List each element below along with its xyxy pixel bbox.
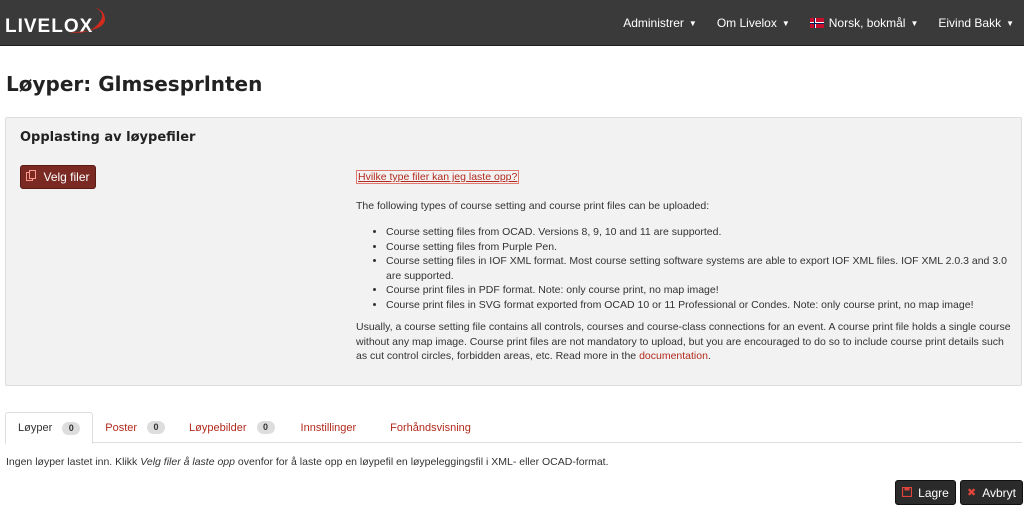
list-item: • Course setting files from Purple Pen. xyxy=(386,240,1016,255)
nav-language[interactable]: Norsk, bokmål ▼ xyxy=(800,0,929,46)
list-item: • Course setting files in IOF XML format. Most course setting software systems are able to export IOF XML files. IOF XML 2.0.3 and 3.0 are supported. xyxy=(386,254,1016,283)
save-icon xyxy=(902,486,912,500)
tab-loypebilder[interactable]: Løypebilder 0 xyxy=(177,412,286,443)
nav-user[interactable]: Eivind Bakk ▼ xyxy=(938,16,1014,30)
tab-poster[interactable]: Poster 0 xyxy=(93,412,177,443)
count-badge: 0 xyxy=(257,421,275,434)
list-item: • Course print files in SVG format exported from OCAD 10 or 11 Professional or Condes. Note: only course print, no map image! xyxy=(386,298,1016,313)
tab-loyper[interactable]: Løyper 0 xyxy=(5,412,93,444)
upload-heading: Opplasting av løypefiler xyxy=(20,130,196,145)
tab-forhandsvisning[interactable]: Forhåndsvisning xyxy=(390,421,471,434)
list-item: • Course print files in PDF format. Note: only course print, no map image! xyxy=(386,283,1016,298)
course-tabs xyxy=(5,412,1022,443)
count-badge: 0 xyxy=(62,422,80,435)
close-icon: ✖ xyxy=(966,487,977,499)
logo-swoosh-icon xyxy=(61,6,113,36)
file-type-help xyxy=(356,170,1016,364)
select-files-button[interactable] xyxy=(20,165,96,189)
caret-down-icon: ▼ xyxy=(688,18,697,28)
page-title: Løyper: Glmsesprlnten xyxy=(6,72,263,96)
caret-down-icon: ▼ xyxy=(910,18,919,28)
nav-menu xyxy=(613,0,1024,46)
livelox-logo[interactable] xyxy=(5,12,115,38)
caret-down-icon: ▼ xyxy=(1006,18,1014,28)
help-outro: Usually, a course setting file contains all controls, courses and course-class connections for an event. A course print file holds a single course without any map image. Course print files are not mandatory to upload, but you are encouraged to do so to include course print details such as cut control circles, forbidden areas, etc. Read more in the documentation. xyxy=(356,321,1011,362)
list-item: • Course setting files from OCAD. Versions 8, 9, 10 and 11 are supported. xyxy=(386,225,1016,240)
files-icon xyxy=(26,170,37,184)
cancel-button[interactable]: ✖ Avbryt xyxy=(960,480,1023,505)
supported-files-list xyxy=(356,225,1016,312)
caret-down-icon: ▼ xyxy=(781,18,790,28)
help-intro: The following types of course setting and course print files can be uploaded: xyxy=(356,199,710,212)
tab-innstillinger[interactable]: Innstillinger xyxy=(300,421,357,434)
count-badge: 0 xyxy=(147,421,165,434)
documentation-link[interactable]: documentation xyxy=(639,350,708,362)
select-files-label: Velg filer xyxy=(43,170,90,184)
file-types-help-link[interactable]: Hvilke type filer kan jeg laste opp? xyxy=(358,171,518,183)
upload-panel xyxy=(5,117,1022,386)
brand-name: LIVELOX xyxy=(5,16,94,37)
top-navbar xyxy=(0,0,1024,46)
nav-om-livelox[interactable]: Om Livelox ▼ xyxy=(716,16,790,30)
save-button[interactable]: Lagre xyxy=(895,480,956,505)
norway-flag-icon xyxy=(810,18,824,28)
no-courses-message: Ingen løyper lastet inn. Klikk Velg filer å laste opp ovenfor for å laste opp en løypefil en løypeleggingsfil i XML- eller OCAD-format. xyxy=(6,456,609,468)
nav-administrer[interactable]: Administrer ▼ xyxy=(623,16,697,30)
